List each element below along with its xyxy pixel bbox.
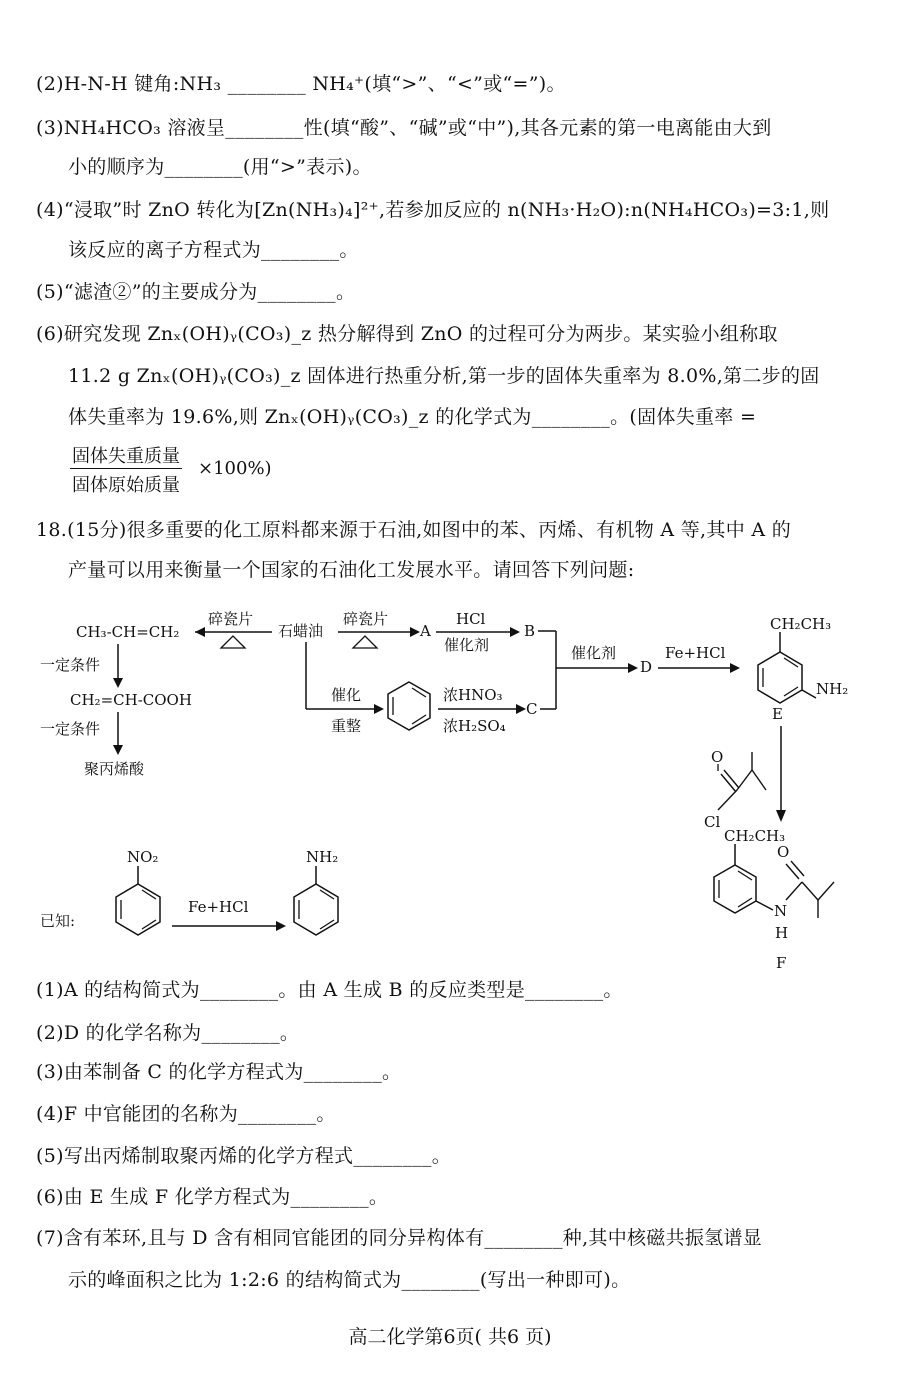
known-fe-hcl-label: Fe+HCl (188, 898, 249, 916)
q18-intro-line1: 18.(15分)很多重要的化工原料都来源于石油,如图中的苯、丙烯、有机物 A 等,其中 A 的 (36, 519, 791, 541)
amino-group-label: NH₂ (306, 848, 339, 866)
q17-part2: (2)H-N-H 键角:NH₃ ________ NH₄⁺(填“>”、“<”或“=”)。 (36, 73, 566, 95)
catalyst-label-1: 催化剂 (444, 636, 490, 654)
acrylic-acid-label: CH₂=CH-COOH (70, 691, 192, 709)
amino-label-E: NH₂ (816, 680, 849, 698)
amide-nitrogen-label: N (774, 902, 788, 920)
fraction-numerator: 固体失重质量 (70, 442, 182, 469)
compound-F-label: F (776, 954, 787, 972)
propene-label: CH₃-CH=CH₂ (76, 623, 180, 641)
amide-oxygen-label: O (777, 843, 790, 861)
reforming-label-2: 重整 (331, 717, 362, 735)
heat-triangle-right (353, 636, 377, 648)
q18-question-4: (4)F 中官能团的名称为________。 (36, 1103, 336, 1125)
conc-sulfuric-acid-label: 浓H₂SO₄ (443, 717, 506, 735)
nitrobenzene-structure (116, 866, 160, 935)
q18-question-7-line1: (7)含有苯环,且与 D 含有相同官能团的同分异构体有________种,其中核磁共振氢谱显 (36, 1227, 763, 1249)
loss-rate-fraction (70, 442, 272, 497)
catalyst-label-2: 催化剂 (571, 644, 617, 662)
porcelain-catalyst-right: 碎瓷片 (343, 610, 389, 628)
isobutyryl-chloride-structure (718, 752, 766, 810)
page-footer: 高二化学第6页( 共6 页) (348, 1326, 552, 1348)
q17-part6-line3: 体失重率为 19.6%,则 Znₓ(OH)ᵧ(CO₃)_z 的化学式为________。(固体失重率 = (68, 406, 757, 428)
q17-part6-line2: 11.2 g Znₓ(OH)ᵧ(CO₃)_z 固体进行热重分析,第一步的固体失重率为 8.0%,第二步的固 (68, 365, 820, 387)
polyacrylic-acid-label: 聚丙烯酸 (84, 760, 145, 778)
compound-C-label: C (526, 700, 538, 718)
conc-nitric-acid-label: 浓HNO₃ (443, 686, 503, 704)
hcl-reagent-label: HCl (456, 610, 486, 628)
q18-question-2: (2)D 的化学名称为________。 (36, 1022, 300, 1044)
q18-intro-line2: 产量可以用来衡量一个国家的石油化工发展水平。请回答下列问题: (68, 559, 635, 581)
nitro-group-label: NO₂ (127, 848, 159, 866)
paraffin-oil-label: 石蜡油 (278, 622, 324, 640)
acyl-oxygen-label: O (711, 748, 724, 766)
q17-part5: (5)“滤渣②”的主要成分为________。 (36, 281, 356, 303)
fraction-tail: ×100%) (198, 458, 272, 479)
amide-hydrogen-label: H (775, 924, 789, 942)
q18-question-7-line2: 示的峰面积之比为 1:2:6 的结构简式为________(写出一种即可)。 (68, 1269, 631, 1291)
q17-part3-line1: (3)NH₄HCO₃ 溶液呈________性(填“酸”、“碱”或“中”),其各元素的第一电离能由大到 (36, 117, 772, 139)
synthesis-diagram (0, 596, 900, 986)
q18-question-5: (5)写出丙烯制取聚丙烯的化学方程式________。 (36, 1145, 452, 1167)
q17-part6-line1: (6)研究发现 Znₓ(OH)ᵧ(CO₃)_z 热分解得到 ZnO 的过程可分为两步。某实验小组称取 (36, 323, 778, 345)
fe-hcl-label: Fe+HCl (665, 644, 726, 662)
q17-part4-line1: (4)“浸取”时 ZnO 转化为[Zn(NH₃)₄]²⁺,若参加反应的 n(NH₃·H₂O):n(NH₄HCO₃)=3:1,则 (36, 199, 830, 221)
q17-part3-line2: 小的顺序为________(用“>”表示)。 (68, 156, 372, 178)
q17-part4-line2: 该反应的离子方程式为________。 (68, 239, 359, 261)
ethyl-label-F: CH₂CH₃ (724, 827, 786, 845)
aniline-structure (294, 866, 338, 935)
q18-question-1: (1)A 的结构简式为________。由 A 生成 B 的反应类型是________。 (36, 979, 623, 1001)
condition-label-1: 一定条件 (40, 656, 101, 674)
compound-E-label: E (772, 705, 783, 723)
reforming-label-1: 催化 (331, 686, 362, 704)
fraction-denominator: 固体原始质量 (72, 475, 180, 496)
benzene-structure (388, 682, 430, 730)
q18-question-6: (6)由 E 生成 F 化学方程式为________。 (36, 1186, 389, 1208)
compound-A-label: A (420, 622, 431, 640)
ethyl-label-E: CH₂CH₃ (770, 615, 832, 633)
compound-D-label: D (640, 658, 653, 676)
porcelain-catalyst-left: 碎瓷片 (208, 610, 254, 628)
compound-B-label: B (524, 622, 536, 640)
q18-question-3: (3)由苯制备 C 的化学方程式为________。 (36, 1061, 402, 1083)
known-label: 已知: (40, 912, 76, 930)
compound-E-structure (758, 632, 816, 703)
acyl-chlorine-label: Cl (704, 813, 721, 831)
heat-triangle-left (221, 636, 245, 648)
condition-label-2: 一定条件 (40, 720, 101, 738)
